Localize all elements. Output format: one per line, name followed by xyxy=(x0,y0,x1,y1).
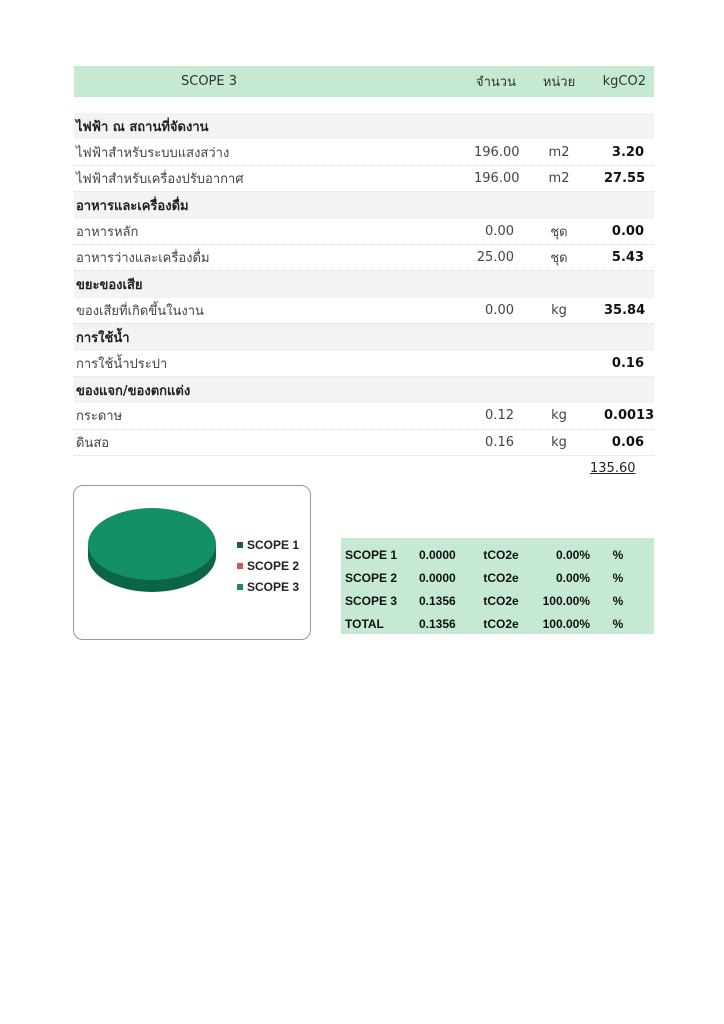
legend-item-scope-2: SCOPE 2 xyxy=(237,555,299,576)
table-row: ไฟฟ้าสำหรับระบบแสงสว่าง 196.00 m2 3.20 xyxy=(74,139,654,165)
legend-swatch xyxy=(237,584,243,590)
section-giveaways: ของแจก/ของตกแต่ง xyxy=(74,377,654,403)
scope-pie-chart xyxy=(73,485,311,640)
table-row: อาหารว่างและเครื่องดื่ม 25.00 ชุด 5.43 xyxy=(74,245,654,271)
pie-slice-scope-3 xyxy=(88,508,216,580)
section-electricity: ไฟฟ้า ณ สถานที่จัดงาน xyxy=(74,113,654,139)
table-row: ไฟฟ้าสำหรับเครื่องปรับอากาศ 196.00 m2 27.55 xyxy=(74,166,654,192)
table-header xyxy=(74,66,654,97)
summary-row-scope-2: SCOPE 2 0.0000 tCO2e 0.00% % xyxy=(345,570,624,585)
section-waste: ขยะของเสีย xyxy=(74,271,654,297)
summary-row-scope-1: SCOPE 1 0.0000 tCO2e 0.00% % xyxy=(345,547,624,562)
summary-row-scope-3: SCOPE 3 0.1356 tCO2e 100.00% % xyxy=(345,593,624,608)
summary-row-total: TOTAL 0.1356 tCO2e 100.00% % xyxy=(345,616,624,631)
legend-swatch xyxy=(237,563,243,569)
table-row: อาหารหลัก 0.00 ชุด 0.00 xyxy=(74,219,654,245)
table-row: ดินสอ 0.16 kg 0.06 xyxy=(74,430,654,456)
table-body xyxy=(74,113,654,456)
legend-item-scope-1: SCOPE 1 xyxy=(237,534,299,555)
header-value: kgCO2 xyxy=(602,74,646,89)
pie-graphic xyxy=(84,504,224,604)
section-water: การใช้น้ำ xyxy=(74,324,654,350)
summary-table xyxy=(341,538,654,634)
section-food: อาหารและเครื่องดื่ม xyxy=(74,192,654,218)
table-row: ของเสียที่เกิดขึ้นในงาน 0.00 kg 35.84 xyxy=(74,298,654,324)
header-title: SCOPE 3 xyxy=(180,74,238,89)
header-qty: จำนวน xyxy=(476,75,516,90)
legend-item-scope-3: SCOPE 3 xyxy=(237,576,299,597)
scope3-report xyxy=(74,66,654,456)
table-row: กระดาษ 0.12 kg 0.0013 xyxy=(74,403,654,429)
chart-legend xyxy=(237,534,299,597)
legend-swatch xyxy=(237,542,243,548)
grand-total: 135.60 xyxy=(590,461,636,476)
header-unit: หน่วย xyxy=(542,75,576,90)
table-row: การใช้น้ำประปา 0.16 xyxy=(74,351,654,377)
